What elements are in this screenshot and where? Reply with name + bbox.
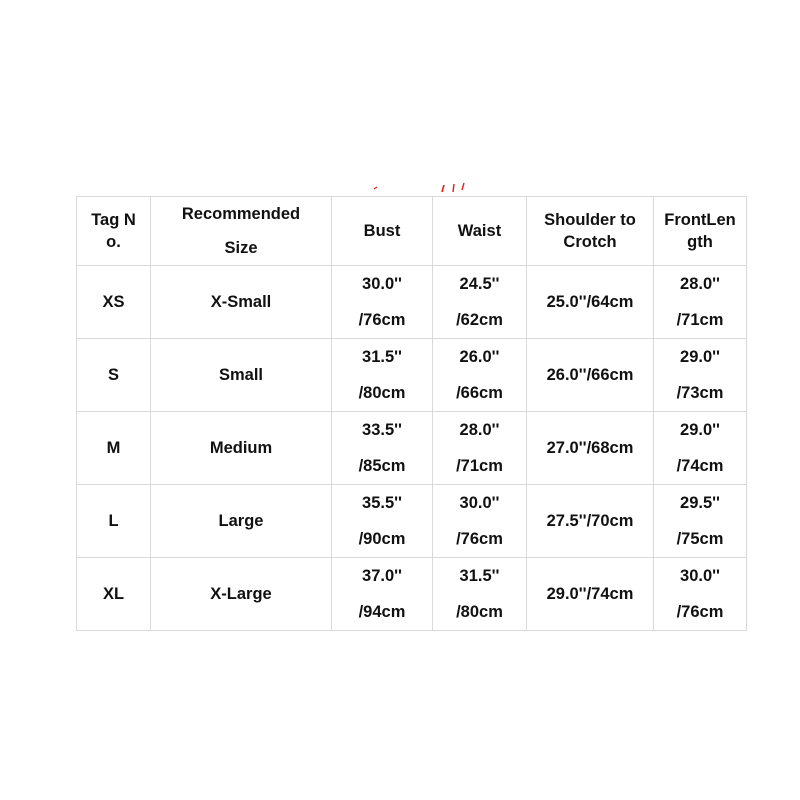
bust-cm: /85cm xyxy=(358,457,406,475)
size-cell: Small xyxy=(151,339,332,412)
table-row xyxy=(77,339,747,412)
shoulder-to-crotch-cell: 29.0''/74cm xyxy=(527,558,654,631)
header-bust xyxy=(332,197,433,266)
bust-cell xyxy=(332,412,433,485)
waist-cm: /66cm xyxy=(456,384,503,402)
waist-cell xyxy=(433,558,527,631)
size-cell: Large xyxy=(151,485,332,558)
front-length-cell xyxy=(654,339,747,412)
shoulder-to-crotch-cell: 26.0''/66cm xyxy=(527,339,654,412)
header-text: gth xyxy=(687,233,713,251)
header-text: Bust xyxy=(363,221,401,240)
header-row xyxy=(77,197,747,266)
front-length-cell xyxy=(654,485,747,558)
header-text: Size xyxy=(224,239,258,257)
waist-inches: 28.0'' xyxy=(459,421,500,439)
table-row xyxy=(77,558,747,631)
header-text: FrontLen xyxy=(664,211,736,229)
bust-cell xyxy=(332,558,433,631)
header-text: Recommended xyxy=(181,205,301,223)
bust-cell xyxy=(332,266,433,339)
bust-cm: /80cm xyxy=(358,384,406,402)
tag-cell: S xyxy=(77,339,151,412)
tag-cell: M xyxy=(77,412,151,485)
header-recommended-size xyxy=(151,197,332,266)
header-waist xyxy=(433,197,527,266)
size-cell: Medium xyxy=(151,412,332,485)
table-row xyxy=(77,412,747,485)
waist-inches: 31.5'' xyxy=(459,567,500,585)
size-chart-table xyxy=(76,196,747,631)
shoulder-to-crotch-cell: 27.5''/70cm xyxy=(527,485,654,558)
bust-inches: 30.0'' xyxy=(362,275,402,293)
header-text: Tag N xyxy=(91,211,136,229)
header-text: Shoulder to xyxy=(544,211,636,229)
shoulder-to-crotch-cell: 25.0''/64cm xyxy=(527,266,654,339)
size-cell: X-Small xyxy=(151,266,332,339)
header-text: Waist xyxy=(457,221,502,240)
waist-cell xyxy=(433,339,527,412)
front-length-cm: /73cm xyxy=(676,384,724,402)
front-length-cell xyxy=(654,412,747,485)
front-length-inches: 30.0'' xyxy=(680,567,720,585)
front-length-inches: 28.0'' xyxy=(680,275,720,293)
size-cell: X-Large xyxy=(151,558,332,631)
front-length-cell xyxy=(654,558,747,631)
header-text: Crotch xyxy=(563,233,617,251)
waist-inches: 24.5'' xyxy=(459,275,500,293)
waist-cm: /76cm xyxy=(456,530,503,548)
front-length-cell xyxy=(654,266,747,339)
bust-inches: 33.5'' xyxy=(362,421,402,439)
waist-cell xyxy=(433,485,527,558)
tag-cell: XS xyxy=(77,266,151,339)
front-length-cm: /75cm xyxy=(676,530,724,548)
bust-cm: /94cm xyxy=(358,603,406,621)
bust-inches: 31.5'' xyxy=(362,348,402,366)
waist-cell xyxy=(433,266,527,339)
bust-inches: 35.5'' xyxy=(362,494,402,512)
table-row xyxy=(77,485,747,558)
front-length-cm: /76cm xyxy=(676,603,724,621)
waist-cm: /80cm xyxy=(456,603,503,621)
bust-cell xyxy=(332,339,433,412)
front-length-inches: 29.0'' xyxy=(680,421,720,439)
shoulder-to-crotch-cell: 27.0''/68cm xyxy=(527,412,654,485)
waist-cm: /62cm xyxy=(456,311,503,329)
tag-cell: XL xyxy=(77,558,151,631)
header-tag-no xyxy=(77,197,151,266)
bust-cm: /76cm xyxy=(358,311,406,329)
front-length-inches: 29.5'' xyxy=(680,494,720,512)
header-shoulder-to-crotch xyxy=(527,197,654,266)
bust-cm: /90cm xyxy=(358,530,406,548)
waist-inches: 30.0'' xyxy=(459,494,500,512)
front-length-cm: /74cm xyxy=(676,457,724,475)
red-stray-mark xyxy=(372,181,472,193)
front-length-cm: /71cm xyxy=(676,311,724,329)
waist-inches: 26.0'' xyxy=(459,348,500,366)
header-text: o. xyxy=(106,233,121,251)
header-front-length xyxy=(654,197,747,266)
waist-cm: /71cm xyxy=(456,457,503,475)
front-length-inches: 29.0'' xyxy=(680,348,720,366)
tag-cell: L xyxy=(77,485,151,558)
table-row xyxy=(77,266,747,339)
bust-cell xyxy=(332,485,433,558)
waist-cell xyxy=(433,412,527,485)
bust-inches: 37.0'' xyxy=(362,567,402,585)
